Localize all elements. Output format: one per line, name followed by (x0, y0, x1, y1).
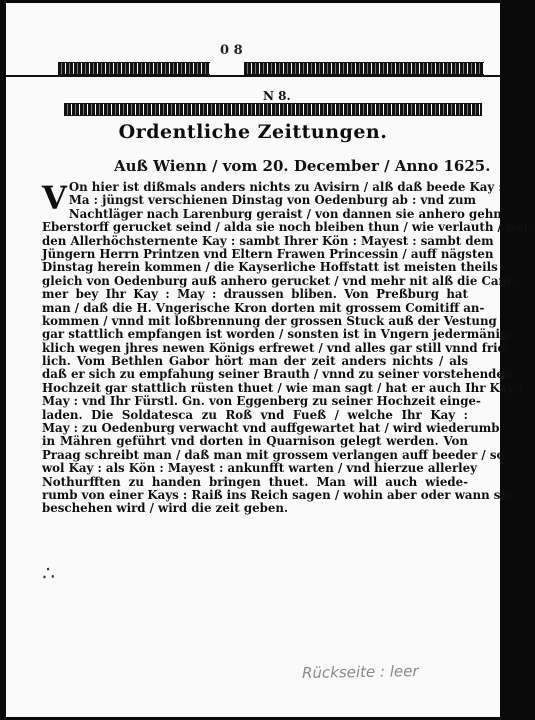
text-line: wol Kay : als Kön : Mayest : ankunfft warten / vnd hierzue allerley (42, 461, 478, 476)
text-line: Nachtläger nach Larenburg geraist / von dannen sie anhero gehn (68, 206, 502, 221)
issue-number: N 8. (263, 89, 291, 103)
text-line: May : vnd Ihr Fürstl. Gn. von Eggenberg zu seiner Hochzeit einge- (42, 394, 481, 409)
text-line: beschehen wird / wird die zeit geben. (42, 501, 289, 516)
text-line: laden. Die Soldatesca zu Roß vnd Fueß / welche Ihr Kay : (42, 407, 468, 422)
text-line: kommen / vnnd mit loßbrennung der grossen Stuck auß der Vestung (42, 313, 497, 328)
text-line: mer bey Ihr Kay : May : draussen bliben. Von Preßburg hat (42, 287, 468, 302)
text-line: Dinstag herein kommen / die Kayserliche Hoffstatt ist meisten theils (42, 260, 498, 275)
document-page (6, 3, 535, 717)
text-line: klich wegen jhres newen Königs erfrewet / vnd alles gar still vnnd frid- (42, 340, 511, 355)
ornament-band-header (64, 103, 482, 116)
text-line: daß er sich zu empfahung seiner Brauth / vnnd zu seiner vorstehenden (42, 367, 513, 382)
text-line: gar stattlich empfangen ist worden / sonsten ist in Vngern jedermänig- (42, 327, 514, 342)
text-line: On hier ist dißmals anders nichts zu Avisirn / alß daß beede Kay : (68, 180, 503, 194)
text-line: rumb von einer Kays : Raiß ins Reich sagen / wohin aber oder wann sie (42, 487, 513, 502)
text-line: Ma : jüngst verschienen Dinstag von Oedenburg ab : vnd zum (68, 193, 476, 208)
article-body (42, 179, 535, 516)
text-line: Praag schreibt man / daß man mit grossem verlangen auff beeder / so (42, 447, 505, 462)
text-line: Hochzeit gar stattlich rüsten thuet / wie man sagt / hat er auch Ihr Kay : (42, 380, 523, 395)
margin-mark: ∴ (41, 560, 56, 586)
text-line: lich. Vom Bethlen Gabor hört man der zeit anders nichts / als (42, 354, 468, 369)
handwritten-note: Rückseite : leer (301, 661, 419, 683)
text-line: gleich von Oedenburg auß anhero gerucket / vnd mehr nit alß die Cam- (42, 273, 516, 288)
dateline: Auß Wienn / vom 20. December / Anno 1625. (114, 157, 491, 175)
ornament-band-right (244, 62, 484, 75)
text-line: Nothurfften zu handen bringen thuet. Man will auch wiede- (42, 474, 468, 489)
text-line: May : zu Oedenburg verwacht vnd auffgewartet hat / wird wiederumb (42, 421, 500, 436)
text-line: den Allerhöchsternente Kay : sambt Ihrer Kön : Mayest : sambt dem (42, 233, 494, 248)
top-rule (6, 75, 500, 77)
drop-cap: V (42, 179, 67, 217)
text-line: in Mähren geführt vnd dorten in Quarnison gelegt werden. Von (42, 434, 468, 449)
ornament-band-left (58, 62, 210, 75)
text-line: Jüngern Herrn Printzen vnd Eltern Frawen Princessin / auff nägsten (42, 246, 494, 261)
top-page-number: 0 8 (220, 43, 243, 58)
newspaper-title: Ordentliche Zeittungen. (118, 121, 388, 143)
text-line: Eberstorff gerucket seind / alda sie noch bleiben thun / wie verlauth / wer- (42, 220, 535, 235)
text-line: man / daß die H. Vngerische Kron dorten mit grossem Comitiff an- (42, 300, 485, 315)
